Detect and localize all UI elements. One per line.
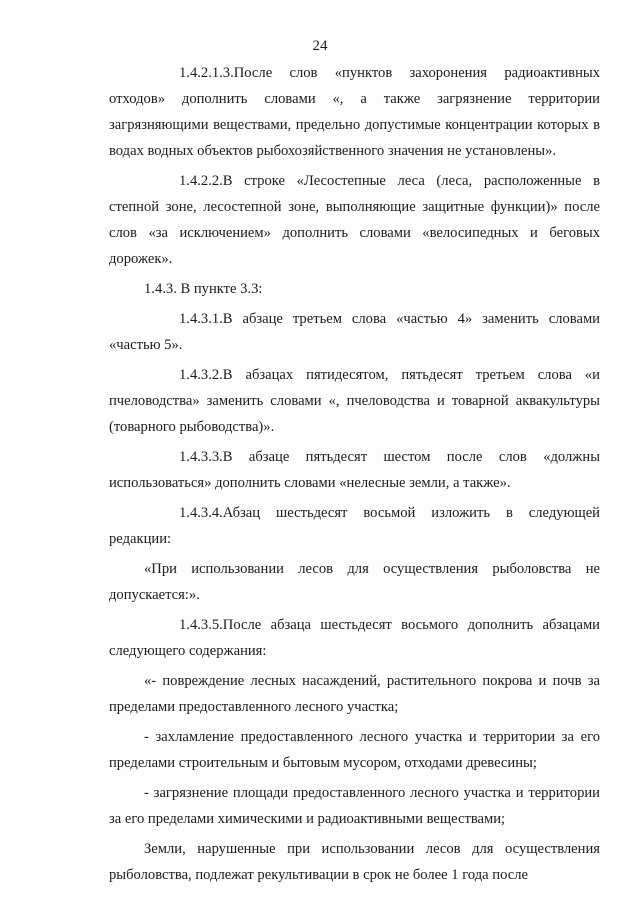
- paragraph-text: - захламление предоставленного лесного участка и территории за его пределами строительным и бытовым мусором, отходами древесины;: [109, 729, 600, 771]
- paragraph-text: 1.4.3. В пункте 3.3:: [144, 281, 263, 297]
- list-item-pollution: [109, 780, 600, 832]
- clause-number: 1.4.3.5.: [179, 617, 223, 633]
- paragraph-1.4.3.2: [109, 362, 600, 440]
- clause-number: 1.4.2.2.: [179, 173, 223, 189]
- paragraph-text: Абзац шестьдесят восьмой изложить в следующей редакции:: [109, 505, 600, 547]
- paragraph-text: После слов «пунктов захоронения радиоактивных отходов» дополнить словами «, а также загрязнение территории загрязняющими веществами, предельно допустимые концентрации которых в водах водных объектов рыбохозяйственного значения не установлены».: [109, 65, 600, 159]
- paragraph-1.4.3.4: [109, 500, 600, 552]
- document-body: [109, 60, 600, 889]
- clause-number: 1.4.3.2.: [179, 367, 223, 383]
- paragraph-text: - загрязнение площади предоставленного лесного участка и территории за его пределами химическими и радиоактивными веществами;: [109, 785, 600, 827]
- paragraph-1.4.3.1: [109, 306, 600, 358]
- paragraph-1.4.3.5: [109, 612, 600, 664]
- paragraph-text: В абзацах пятидесятом, пятьдесят третьем слова «и пчеловодства» заменить словами «, пчеловодства и товарной аквакультуры (товарного рыбоводства)».: [109, 367, 600, 435]
- page-number: 24: [312, 38, 328, 54]
- list-item-damage: [109, 668, 600, 720]
- paragraph-1.4.3.3: [109, 444, 600, 496]
- paragraph-1.4.3: [109, 276, 600, 302]
- paragraph-text: «- повреждение лесных насаждений, растительного покрова и почв за пределами предоставленного лесного участка;: [109, 673, 600, 715]
- paragraph-text: В строке «Лесостепные леса (леса, расположенные в степной зоне, лесостепной зоне, выполняющие защитные функции)» после слов «за исключением» дополнить словами «велосипедных и беговых дорожек».: [109, 173, 600, 267]
- paragraph-text: В абзаце третьем слова «частью 4» заменить словами «частью 5».: [109, 311, 600, 353]
- clause-number: 1.4.2.1.3.: [179, 65, 234, 81]
- paragraph-text: В абзаце пятьдесят шестом после слов «должны использоваться» дополнить словами «нелесные земли, а также».: [109, 449, 600, 491]
- paragraph-text: После абзаца шестьдесят восьмого дополнить абзацами следующего содержания:: [109, 617, 600, 659]
- paragraph-text: Земли, нарушенные при использовании лесов для осуществления рыболовства, подлежат рекультивации в срок не более 1 года после: [109, 841, 600, 883]
- paragraph-text: «При использовании лесов для осуществления рыболовства не допускается:».: [109, 561, 600, 603]
- paragraph-1.4.2.2: [109, 168, 600, 272]
- clause-number: 1.4.3.3.: [179, 449, 223, 465]
- clause-number: 1.4.3.1.: [179, 311, 223, 327]
- list-item-littering: [109, 724, 600, 776]
- paragraph-1.4.2.1.3: [109, 60, 600, 164]
- clause-number: 1.4.3.4.: [179, 505, 223, 521]
- paragraph-quote: [109, 556, 600, 608]
- paragraph-reclamation: [109, 836, 600, 888]
